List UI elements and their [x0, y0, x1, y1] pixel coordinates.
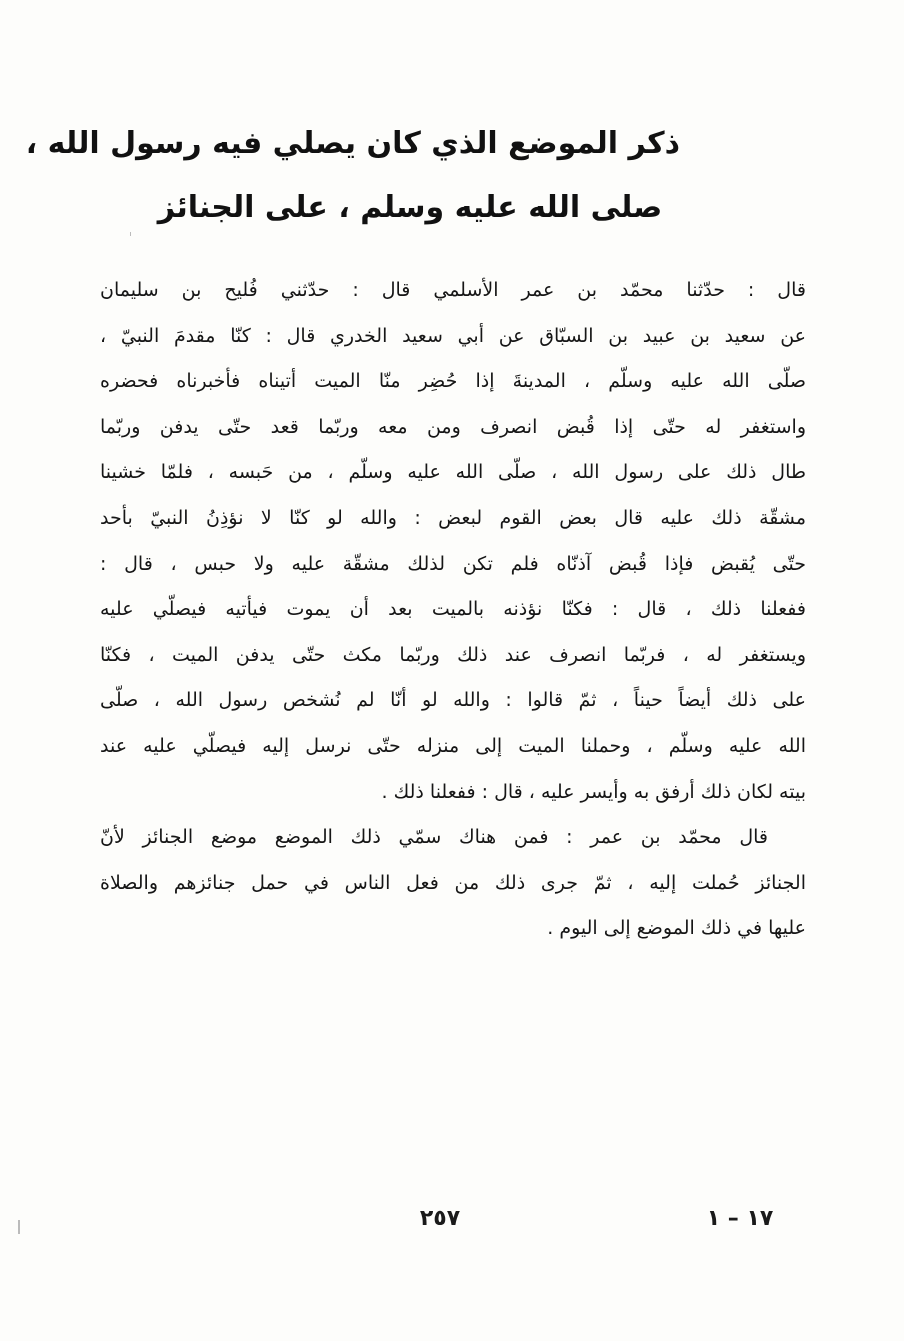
page-number: ٢٥٧: [419, 1206, 461, 1231]
paragraph-end-line: عليها في ذلك الموضع إلى اليوم .: [547, 917, 806, 940]
body-line: الجنائز حُملت إليه ، ثمّ جرى ذلك من فعل الناس في حمل جنائزهم والصلاة: [100, 871, 806, 894]
body-line: مشقّة ذلك عليه قال بعض القوم لبعض : والله لو كنّا لا نؤذِنُ النبيّ بأحد: [100, 506, 806, 529]
body-text: [100, 268, 806, 952]
body-line: الله عليه وسلّم ، وحملنا الميت إلى منزله حتّى نرسل إليه فيصلّي عليه عند: [100, 734, 806, 757]
body-line: ففعلنا ذلك ، قال : فكنّا نؤذنه بالميت بعد أن يموت فيأتيه فيصلّي عليه: [100, 598, 806, 621]
chapter-title-line-1: ذكر الموضع الذي كان يصلي فيه رسول الله ،: [25, 126, 680, 161]
body-line: طال ذلك على رسول الله ، صلّى الله عليه وسلّم ، من حَبسه ، فلمّا خشينا: [100, 461, 806, 484]
body-line: صلّى الله عليه وسلّم ، المدينةَ إذا حُضِر منّا الميت أتيناه فأخبرناه فحضره: [100, 370, 806, 393]
body-line: حتّى يُقبض فإذا قُبض آذنّاه فلم تكن لذلك مشقّة عليه ولا حبس ، قال :: [100, 552, 806, 575]
scan-speck: [18, 1220, 20, 1234]
signature-mark: ١٧ – ١: [706, 1206, 774, 1231]
scan-speck: [130, 232, 131, 236]
body-line: واستغفر له حتّى إذا قُبض انصرف ومن معه وربّما قعد حتّى يدفن وربّما: [100, 415, 806, 438]
body-line: على ذلك أيضاً حيناً ، ثمّ قالوا : والله لو أنّا لم نُشخص رسول الله ، صلّى: [100, 689, 806, 712]
body-line: قال : حدّثنا محمّد بن عمر الأسلمي قال : حدّثني فُليح بن سليمان: [100, 279, 806, 301]
paragraph-end-line: بيته لكان ذلك أرفق به وأيسر عليه ، قال : ففعلنا ذلك .: [381, 780, 806, 803]
body-line: ويستغفر له ، فربّما انصرف عند ذلك وربّما مكث حتّى يدفن الميت ، فكنّا: [100, 643, 806, 666]
body-line: قال محمّد بن عمر : فمن هناك سمّي ذلك الموضع موضع الجنائز لأنّ: [100, 826, 768, 849]
body-line: عن سعيد بن عبيد بن السبّاق عن أبي سعيد الخدري قال : كنّا مقدمَ النبيّ ،: [100, 324, 806, 347]
chapter-title-line-2: صلى الله عليه وسلم ، على الجنائز: [157, 190, 663, 225]
